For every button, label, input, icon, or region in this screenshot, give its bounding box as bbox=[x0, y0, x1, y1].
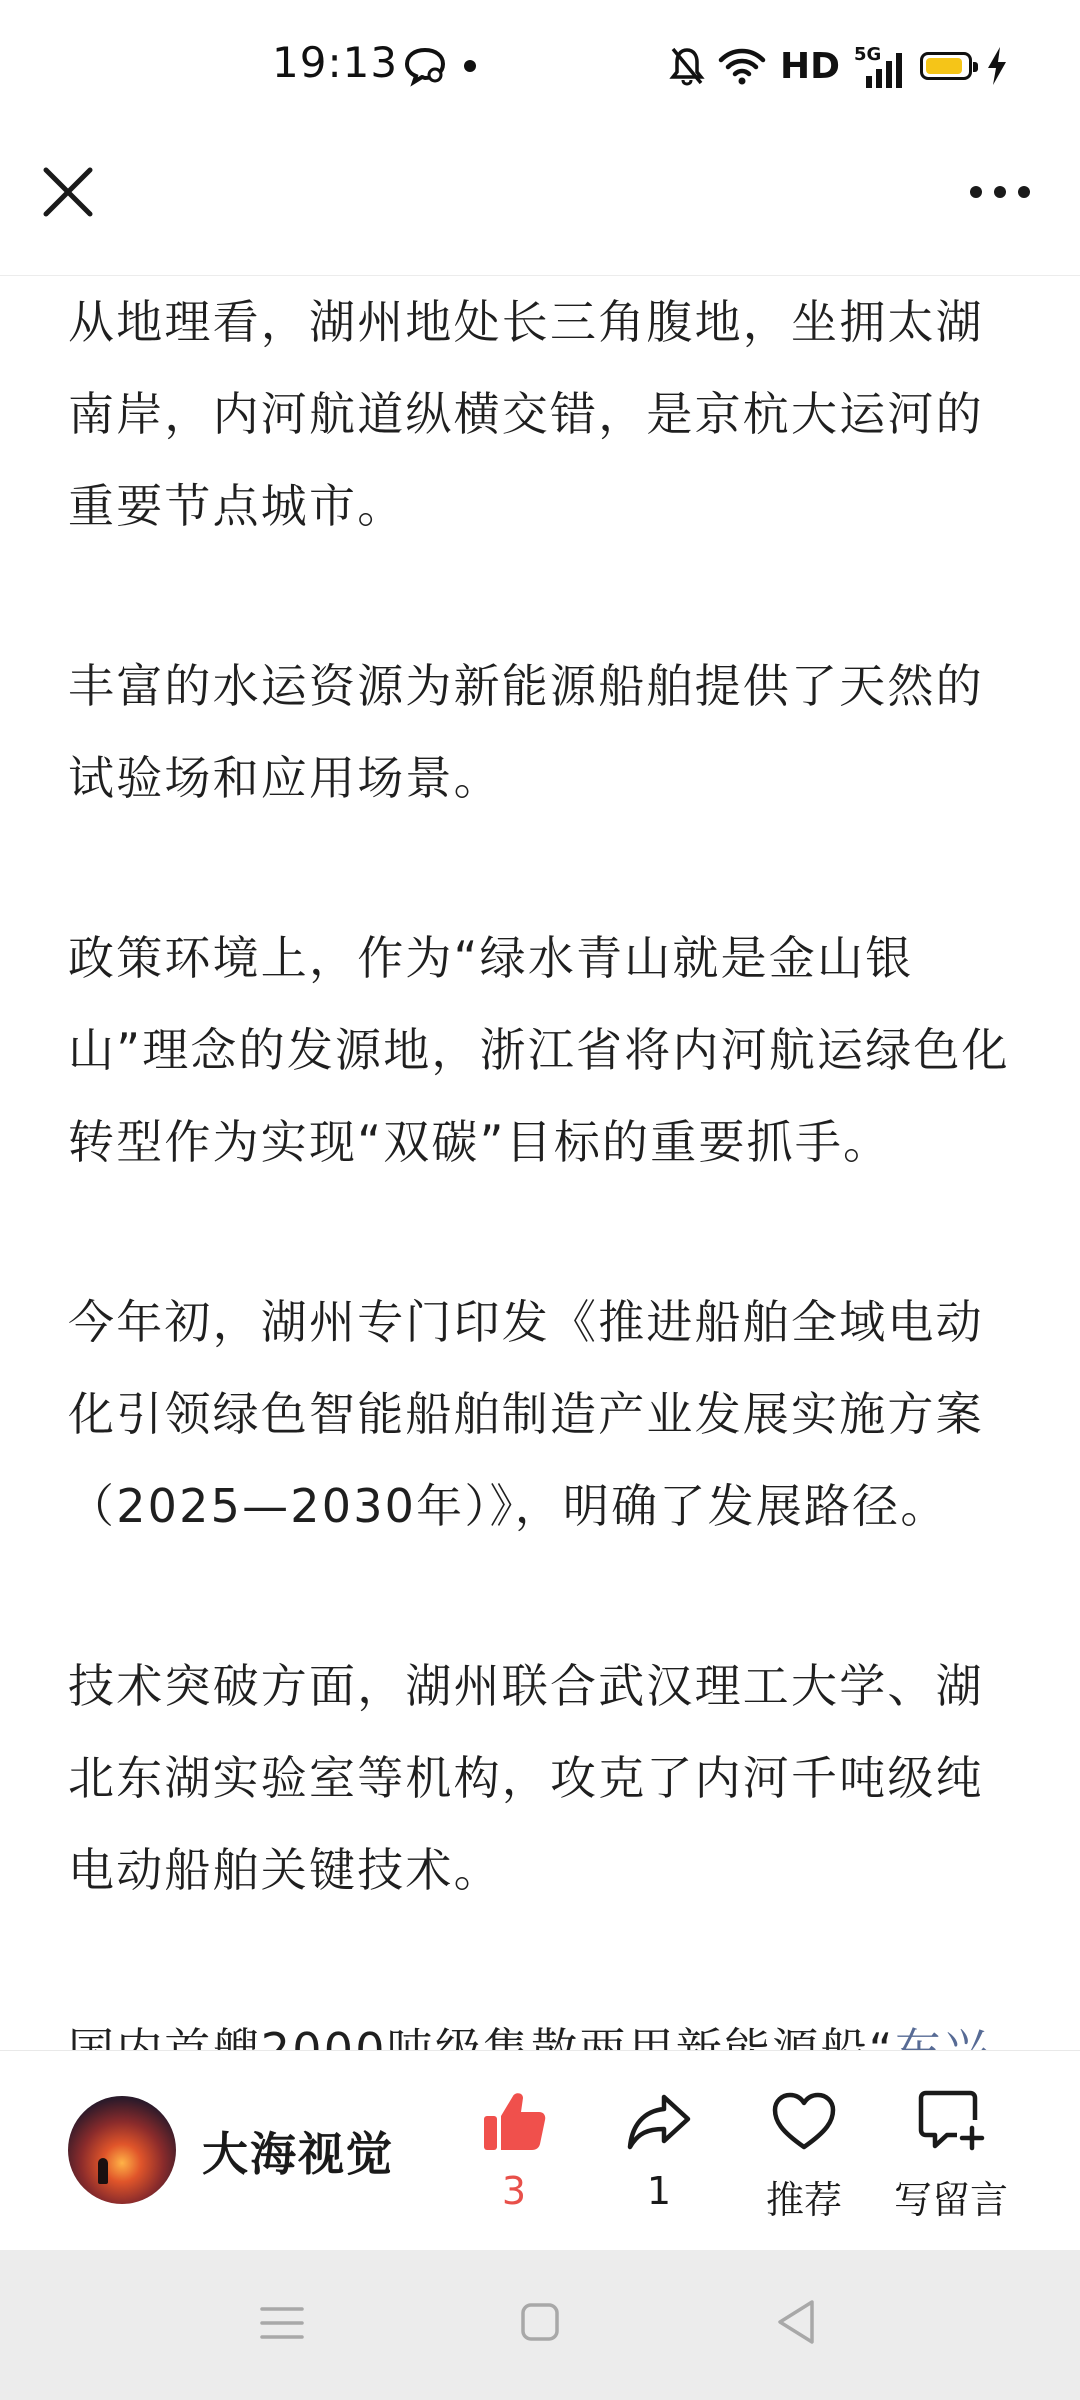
top-navigation bbox=[0, 135, 1080, 276]
share-count: 1 bbox=[646, 2169, 672, 2213]
network-type-label: HD bbox=[779, 45, 840, 87]
status-bar bbox=[0, 0, 1080, 135]
more-icon bbox=[968, 184, 1032, 200]
status-indicators bbox=[670, 38, 1008, 94]
menu-icon[interactable] bbox=[258, 2303, 306, 2343]
write-comment-label: 写留言 bbox=[893, 2178, 1008, 2222]
close-icon bbox=[42, 166, 94, 218]
write-comment-button[interactable] bbox=[886, 2085, 1016, 2235]
notification-dot-icon bbox=[464, 60, 476, 72]
recommend-button[interactable] bbox=[739, 2085, 869, 2235]
status-time: 19:13 bbox=[272, 38, 399, 87]
article-body bbox=[68, 276, 1018, 2046]
article-paragraph: 政策环境上，作为“绿水青山就是金山银山”理念的发源地，浙江省将内河航运绿色化转型作为实现“双碳”目标的重要抓手。 bbox=[68, 931, 1010, 1169]
article-paragraph: 技术突破方面，湖州联合武汉理工大学、湖北东湖实验室等机构，攻克了内河千吨级纯电动船舶关键技术。 bbox=[68, 1659, 984, 1897]
like-button[interactable] bbox=[449, 2085, 579, 2235]
share-arrow-icon bbox=[626, 2091, 692, 2151]
wifi-icon bbox=[718, 46, 766, 86]
article-paragraph: 丰富的水运资源为新能源船舶提供了天然的试验场和应用场景。 bbox=[68, 659, 984, 805]
share-button[interactable] bbox=[594, 2085, 724, 2235]
recommend-label: 推荐 bbox=[765, 2178, 842, 2222]
thumbs-up-icon bbox=[481, 2088, 547, 2154]
like-count: 3 bbox=[501, 2169, 527, 2213]
mute-bell-icon bbox=[670, 46, 704, 86]
signal-icon bbox=[854, 44, 906, 88]
comment-add-icon bbox=[917, 2090, 985, 2152]
article-paragraph: 从地理看，湖州地处长三角腹地，坐拥太湖南岸，内河航道纵横交错，是京杭大运河的重要节点城市。 bbox=[68, 295, 984, 533]
charging-bolt-icon bbox=[986, 47, 1008, 85]
battery-fill bbox=[926, 58, 962, 74]
author-name[interactable]: 大海视觉 bbox=[202, 2127, 394, 2181]
article-paragraph: 今年初，湖州专门印发《推进船舶全域电动化引领绿色智能船舶制造产业发展实施方案（2025—2030年）》，明确了发展路径。 bbox=[68, 1295, 984, 1533]
back-icon[interactable] bbox=[774, 2298, 818, 2346]
signal-generation-label: 5G bbox=[854, 44, 882, 65]
battery-icon bbox=[920, 52, 972, 80]
home-icon[interactable] bbox=[520, 2302, 560, 2342]
more-options-button[interactable] bbox=[960, 166, 1040, 218]
heart-icon bbox=[771, 2091, 837, 2151]
author-avatar[interactable] bbox=[68, 2096, 176, 2204]
chat-bubble-icon bbox=[403, 44, 447, 88]
close-button[interactable] bbox=[36, 160, 100, 224]
